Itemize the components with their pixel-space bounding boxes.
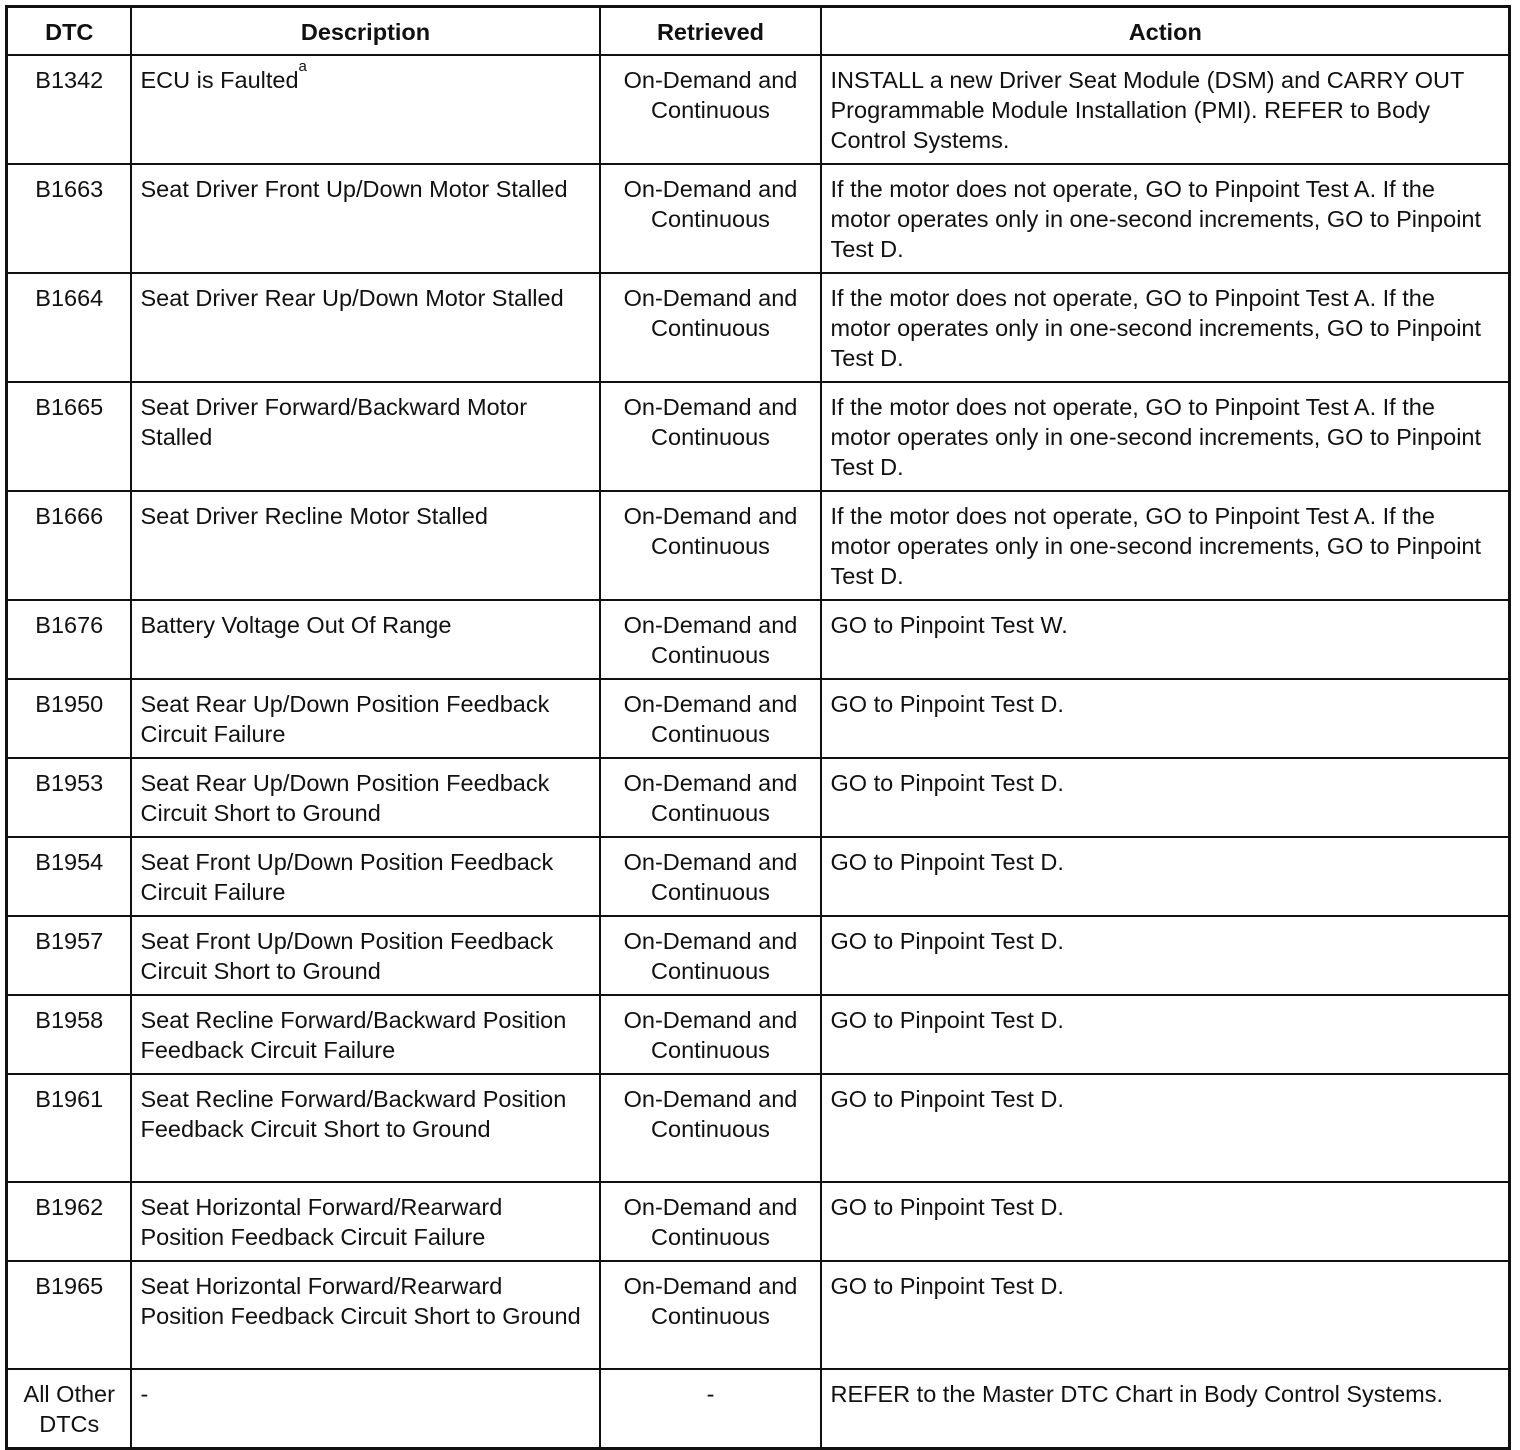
table-row [7, 995, 1510, 1074]
table-row [7, 758, 1510, 837]
dtc-retrieved: On-Demand and Continuous [600, 273, 821, 382]
table-row [7, 491, 1510, 600]
table-row [7, 382, 1510, 491]
dtc-action: GO to Pinpoint Test D. [821, 679, 1510, 758]
dtc-code: B1665 [7, 382, 131, 491]
dtc-code: B1962 [7, 1182, 131, 1261]
dtc-table [5, 5, 1511, 1450]
dtc-retrieved: On-Demand and Continuous [600, 600, 821, 679]
dtc-action: GO to Pinpoint Test D. [821, 995, 1510, 1074]
table-header-row [7, 7, 1510, 56]
dtc-description: Seat Rear Up/Down Position Feedback Circuit Short to Ground [131, 758, 600, 837]
dtc-retrieved: On-Demand and Continuous [600, 679, 821, 758]
dtc-action: GO to Pinpoint Test D. [821, 916, 1510, 995]
dtc-retrieved: On-Demand and Continuous [600, 995, 821, 1074]
dtc-code: All Other DTCs [7, 1369, 131, 1449]
dtc-action: REFER to the Master DTC Chart in Body Control Systems. [821, 1369, 1510, 1449]
dtc-retrieved: On-Demand and Continuous [600, 837, 821, 916]
dtc-action: GO to Pinpoint Test D. [821, 1261, 1510, 1369]
dtc-action: If the motor does not operate, GO to Pinpoint Test A. If the motor operates only in one-second increments, GO to Pinpoint Test D. [821, 491, 1510, 600]
dtc-description: Seat Recline Forward/Backward Position Feedback Circuit Failure [131, 995, 600, 1074]
dtc-code: B1957 [7, 916, 131, 995]
dtc-retrieved: On-Demand and Continuous [600, 382, 821, 491]
dtc-description: - [131, 1369, 600, 1449]
dtc-description: Battery Voltage Out Of Range [131, 600, 600, 679]
dtc-description: Seat Rear Up/Down Position Feedback Circuit Failure [131, 679, 600, 758]
dtc-action: GO to Pinpoint Test D. [821, 1182, 1510, 1261]
dtc-code: B1961 [7, 1074, 131, 1182]
footnote-marker: a [298, 58, 307, 75]
dtc-description: Seat Horizontal Forward/Rearward Position Feedback Circuit Short to Ground [131, 1261, 600, 1369]
dtc-code: B1664 [7, 273, 131, 382]
dtc-action: If the motor does not operate, GO to Pinpoint Test A. If the motor operates only in one-second increments, GO to Pinpoint Test D. [821, 382, 1510, 491]
dtc-code: B1676 [7, 600, 131, 679]
table-row [7, 600, 1510, 679]
table-row [7, 1369, 1510, 1449]
dtc-action: GO to Pinpoint Test D. [821, 758, 1510, 837]
dtc-description: Seat Driver Recline Motor Stalled [131, 491, 600, 600]
dtc-code: B1342 [7, 55, 131, 164]
dtc-code: B1663 [7, 164, 131, 273]
table-row [7, 1182, 1510, 1261]
dtc-description: Seat Driver Front Up/Down Motor Stalled [131, 164, 600, 273]
dtc-action: If the motor does not operate, GO to Pinpoint Test A. If the motor operates only in one-second increments, GO to Pinpoint Test D. [821, 273, 1510, 382]
dtc-description: Seat Driver Forward/Backward Motor Stalled [131, 382, 600, 491]
dtc-retrieved: On-Demand and Continuous [600, 55, 821, 164]
dtc-retrieved: On-Demand and Continuous [600, 1074, 821, 1182]
dtc-description: Seat Front Up/Down Position Feedback Circuit Short to Ground [131, 916, 600, 995]
dtc-retrieved: On-Demand and Continuous [600, 1182, 821, 1261]
dtc-action: GO to Pinpoint Test D. [821, 1074, 1510, 1182]
dtc-code: B1950 [7, 679, 131, 758]
dtc-code: B1965 [7, 1261, 131, 1369]
table-row [7, 164, 1510, 273]
dtc-retrieved: On-Demand and Continuous [600, 758, 821, 837]
dtc-description: Seat Horizontal Forward/Rearward Position Feedback Circuit Failure [131, 1182, 600, 1261]
dtc-description: Seat Front Up/Down Position Feedback Circuit Failure [131, 837, 600, 916]
dtc-action: INSTALL a new Driver Seat Module (DSM) and CARRY OUT Programmable Module Installation (PMI). REFER to Body Control Systems. [821, 55, 1510, 164]
table-row [7, 916, 1510, 995]
dtc-description: Seat Driver Rear Up/Down Motor Stalled [131, 273, 600, 382]
dtc-action: GO to Pinpoint Test W. [821, 600, 1510, 679]
table-row [7, 679, 1510, 758]
header-retrieved: Retrieved [600, 7, 821, 56]
dtc-code: B1666 [7, 491, 131, 600]
dtc-retrieved: On-Demand and Continuous [600, 164, 821, 273]
dtc-description [131, 55, 600, 164]
table-row [7, 55, 1510, 164]
table-row [7, 837, 1510, 916]
dtc-retrieved: On-Demand and Continuous [600, 491, 821, 600]
table-row [7, 1074, 1510, 1182]
dtc-description: Seat Recline Forward/Backward Position Feedback Circuit Short to Ground [131, 1074, 600, 1182]
dtc-retrieved: On-Demand and Continuous [600, 1261, 821, 1369]
dtc-action: If the motor does not operate, GO to Pinpoint Test A. If the motor operates only in one-second increments, GO to Pinpoint Test D. [821, 164, 1510, 273]
header-action: Action [821, 7, 1510, 56]
dtc-code: B1958 [7, 995, 131, 1074]
header-dtc: DTC [7, 7, 131, 56]
dtc-retrieved: - [600, 1369, 821, 1449]
dtc-code: B1953 [7, 758, 131, 837]
dtc-retrieved: On-Demand and Continuous [600, 916, 821, 995]
dtc-description-text: ECU is Faulted [140, 67, 299, 93]
dtc-action: GO to Pinpoint Test D. [821, 837, 1510, 916]
table-row [7, 273, 1510, 382]
table-row [7, 1261, 1510, 1369]
header-description: Description [131, 7, 600, 56]
dtc-code: B1954 [7, 837, 131, 916]
